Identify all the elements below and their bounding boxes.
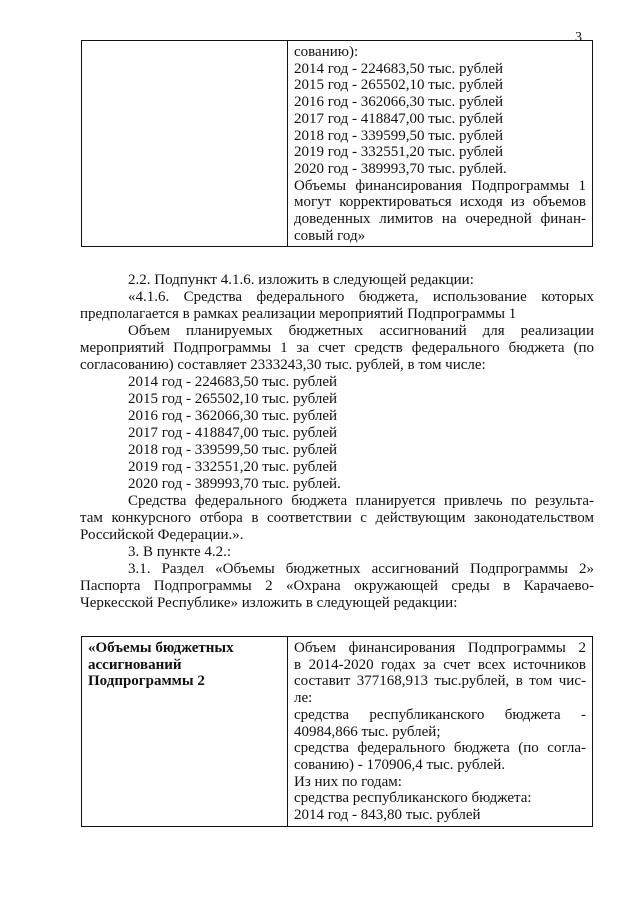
funding-year-2014: 2014 год - 843,80 тыс. рублей [294, 807, 481, 824]
funding-year-2015: 2015 год - 265502,10 тыс. рублей [294, 77, 504, 94]
year-2019-line: 2019 год - 332551,20 тыс. рублей [128, 459, 338, 475]
funding-note-line: Объемы финансирования Подпрограммы 1 [294, 177, 586, 194]
funding-year-2020: 2020 год - 389993,70 тыс. рублей. [294, 160, 507, 177]
funding-year-2014: 2014 год - 224683,50 тыс. рублей [294, 60, 504, 77]
paragraph-line: «4.1.6. Средства федерального бюджета, использование которых [128, 289, 594, 305]
paragraph-line: мероприятий Подпрограммы 1 за счет средств федерального бюджета (по [80, 340, 594, 356]
paragraph-line: там конкурсного отбора в соответствии с действующим законодательством [80, 510, 594, 526]
table-row [82, 637, 593, 827]
subprogram-2-passport-table [81, 636, 593, 827]
funding-year-2017: 2017 год - 418847,00 тыс. рублей [294, 110, 504, 127]
funding-text-line: Из них по годам: [294, 773, 402, 790]
paragraph-line: Средства федерального бюджета планируется привлечь по результа- [128, 493, 594, 509]
year-2016-line: 2016 год - 362066,30 тыс. рублей [128, 408, 338, 424]
paragraph-line: Объем планируемых бюджетных ассигнований для реализации [128, 323, 594, 339]
funding-note-line: совый год» [294, 227, 366, 244]
paragraph-line: 3.1. Раздел «Объемы бюджетных ассигнований Подпрограммы 2» [128, 561, 594, 577]
funding-text-line: сованию): [294, 44, 359, 60]
row-heading-line: ассигнований [88, 656, 182, 673]
year-2020-line: 2020 год - 389993,70 тыс. рублей. [128, 476, 341, 492]
funding-note-line: могут корректироваться исходя из объемов [294, 194, 586, 211]
page-number: 3 [575, 30, 582, 45]
table-cell-left-empty [82, 41, 288, 247]
funding-text-line: средства республиканского бюджета - [294, 706, 586, 723]
funding-year-2018: 2018 год - 339599,50 тыс. рублей [294, 127, 504, 144]
row-heading-line: «Объемы бюджетных [88, 640, 234, 656]
year-2015-line: 2015 год - 265502,10 тыс. рублей [128, 391, 338, 407]
funding-text-line: составит 377168,913 тыс.рублей, в том чис- [294, 673, 586, 690]
funding-text-line: средства республиканского бюджета: [294, 790, 532, 807]
paragraph-line: Черкесской Республике» изложить в следующей редакции: [80, 595, 458, 611]
table-cell-left [82, 637, 288, 827]
paragraph-line: Паспорта Подпрограммы 2 «Охрана окружающей среды в Карачаево- [80, 578, 594, 594]
funding-year-2019: 2019 год - 332551,20 тыс. рублей [294, 144, 504, 161]
section-3-heading: 3. В пункте 4.2.: [128, 544, 232, 560]
funding-text-line: ле: [294, 690, 313, 707]
table-cell-right [288, 41, 593, 247]
funding-text-line: в 2014-2020 годах за счет всех источников [294, 656, 586, 673]
paragraph-heading: 2.2. Подпункт 4.1.6. изложить в следующей редакции: [128, 272, 474, 288]
paragraph-line: согласованию) составляет 2333243,30 тыс. рублей, в том числе: [80, 357, 486, 373]
funding-text-line: сованию) - 170906,4 тыс. рублей. [294, 756, 506, 773]
paragraph-line: предполагается в рамках реализации мероприятий Подпрограммы 1 [80, 306, 517, 322]
row-heading-line: Подпрограммы 2 [88, 673, 205, 690]
year-2014-line: 2014 год - 224683,50 тыс. рублей [128, 374, 338, 390]
table-row [82, 41, 593, 247]
paragraph-line: Российской Федерации.». [80, 527, 244, 543]
funding-year-2016: 2016 год - 362066,30 тыс. рублей [294, 94, 504, 111]
section-2-2 [80, 272, 594, 612]
funding-text-line: Объем финансирования Подпрограммы 2 [294, 640, 586, 656]
year-2017-line: 2017 год - 418847,00 тыс. рублей [128, 425, 338, 441]
funding-text-line: средства федерального бюджета (по согла- [294, 740, 586, 757]
funding-text-line: 40984,866 тыс. рублей; [294, 723, 441, 740]
passport-table-continuation [81, 40, 593, 247]
table-cell-right [288, 637, 593, 827]
year-2018-line: 2018 год - 339599,50 тыс. рублей [128, 442, 338, 458]
funding-note-line: доведенных лимитов на очередной финан- [294, 211, 586, 228]
